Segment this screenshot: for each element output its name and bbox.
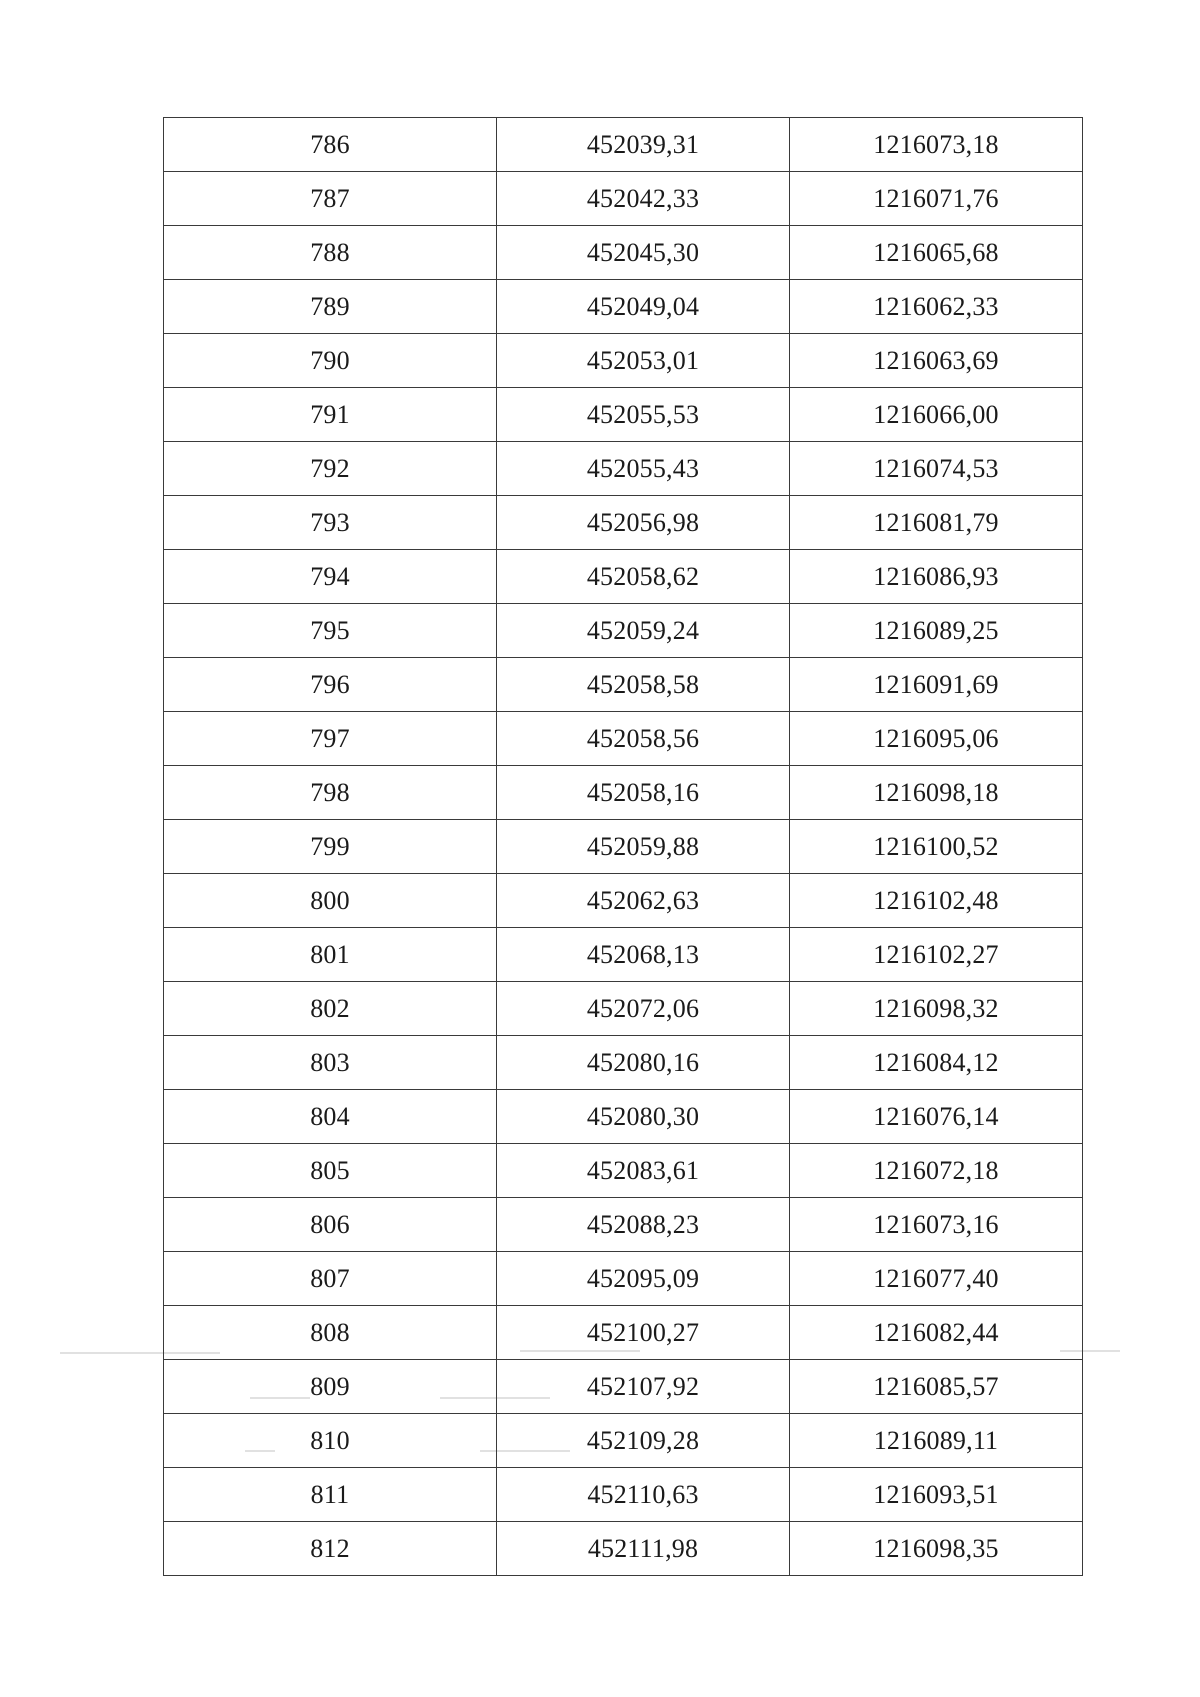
y-coordinate-cell: 1216098,18 [790, 766, 1083, 820]
point-number-cell: 811 [164, 1468, 497, 1522]
x-coordinate-cell: 452055,53 [497, 388, 790, 442]
x-coordinate-cell: 452059,24 [497, 604, 790, 658]
point-number-cell: 788 [164, 226, 497, 280]
x-coordinate-cell: 452083,61 [497, 1144, 790, 1198]
point-number-cell: 801 [164, 928, 497, 982]
point-number-cell: 786 [164, 118, 497, 172]
point-number-cell: 797 [164, 712, 497, 766]
point-number-cell: 789 [164, 280, 497, 334]
x-coordinate-cell: 452058,56 [497, 712, 790, 766]
point-number-cell: 791 [164, 388, 497, 442]
point-number-cell: 804 [164, 1090, 497, 1144]
point-number-cell: 808 [164, 1306, 497, 1360]
y-coordinate-cell: 1216065,68 [790, 226, 1083, 280]
x-coordinate-cell: 452110,63 [497, 1468, 790, 1522]
y-coordinate-cell: 1216102,48 [790, 874, 1083, 928]
y-coordinate-cell: 1216082,44 [790, 1306, 1083, 1360]
x-coordinate-cell: 452055,43 [497, 442, 790, 496]
point-number-cell: 805 [164, 1144, 497, 1198]
y-coordinate-cell: 1216084,12 [790, 1036, 1083, 1090]
point-number-cell: 790 [164, 334, 497, 388]
table-row [164, 226, 1083, 280]
x-coordinate-cell: 452042,33 [497, 172, 790, 226]
point-number-cell: 792 [164, 442, 497, 496]
x-coordinate-cell: 452045,30 [497, 226, 790, 280]
x-coordinate-cell: 452062,63 [497, 874, 790, 928]
table-row [164, 874, 1083, 928]
x-coordinate-cell: 452111,98 [497, 1522, 790, 1576]
y-coordinate-cell: 1216062,33 [790, 280, 1083, 334]
point-number-cell: 799 [164, 820, 497, 874]
y-coordinate-cell: 1216074,53 [790, 442, 1083, 496]
table-row [164, 118, 1083, 172]
x-coordinate-cell: 452088,23 [497, 1198, 790, 1252]
table-row [164, 1522, 1083, 1576]
table-row [164, 1090, 1083, 1144]
point-number-cell: 793 [164, 496, 497, 550]
table-row [164, 1198, 1083, 1252]
table-row [164, 334, 1083, 388]
x-coordinate-cell: 452100,27 [497, 1306, 790, 1360]
y-coordinate-cell: 1216076,14 [790, 1090, 1083, 1144]
x-coordinate-cell: 452095,09 [497, 1252, 790, 1306]
table-row [164, 1414, 1083, 1468]
x-coordinate-cell: 452068,13 [497, 928, 790, 982]
table-row [164, 820, 1083, 874]
x-coordinate-cell: 452058,62 [497, 550, 790, 604]
table-row [164, 712, 1083, 766]
y-coordinate-cell: 1216091,69 [790, 658, 1083, 712]
y-coordinate-cell: 1216098,32 [790, 982, 1083, 1036]
x-coordinate-cell: 452058,58 [497, 658, 790, 712]
y-coordinate-cell: 1216081,79 [790, 496, 1083, 550]
y-coordinate-cell: 1216066,00 [790, 388, 1083, 442]
x-coordinate-cell: 452059,88 [497, 820, 790, 874]
point-number-cell: 803 [164, 1036, 497, 1090]
point-number-cell: 798 [164, 766, 497, 820]
table-row [164, 1252, 1083, 1306]
y-coordinate-cell: 1216071,76 [790, 172, 1083, 226]
table-row [164, 658, 1083, 712]
y-coordinate-cell: 1216073,16 [790, 1198, 1083, 1252]
y-coordinate-cell: 1216063,69 [790, 334, 1083, 388]
y-coordinate-cell: 1216077,40 [790, 1252, 1083, 1306]
y-coordinate-cell: 1216098,35 [790, 1522, 1083, 1576]
point-number-cell: 809 [164, 1360, 497, 1414]
point-number-cell: 787 [164, 172, 497, 226]
y-coordinate-cell: 1216089,11 [790, 1414, 1083, 1468]
table-row [164, 766, 1083, 820]
table-row [164, 280, 1083, 334]
point-number-cell: 796 [164, 658, 497, 712]
x-coordinate-cell: 452039,31 [497, 118, 790, 172]
y-coordinate-cell: 1216100,52 [790, 820, 1083, 874]
table-row [164, 982, 1083, 1036]
x-coordinate-cell: 452109,28 [497, 1414, 790, 1468]
x-coordinate-cell: 452058,16 [497, 766, 790, 820]
x-coordinate-cell: 452080,30 [497, 1090, 790, 1144]
y-coordinate-cell: 1216072,18 [790, 1144, 1083, 1198]
table-row [164, 550, 1083, 604]
table-row [164, 1036, 1083, 1090]
x-coordinate-cell: 452053,01 [497, 334, 790, 388]
y-coordinate-cell: 1216102,27 [790, 928, 1083, 982]
y-coordinate-cell: 1216073,18 [790, 118, 1083, 172]
coordinates-table [163, 117, 1083, 1576]
x-coordinate-cell: 452107,92 [497, 1360, 790, 1414]
y-coordinate-cell: 1216085,57 [790, 1360, 1083, 1414]
table-row [164, 172, 1083, 226]
x-coordinate-cell: 452072,06 [497, 982, 790, 1036]
table-row [164, 496, 1083, 550]
point-number-cell: 806 [164, 1198, 497, 1252]
x-coordinate-cell: 452049,04 [497, 280, 790, 334]
point-number-cell: 812 [164, 1522, 497, 1576]
table-row [164, 1144, 1083, 1198]
point-number-cell: 795 [164, 604, 497, 658]
point-number-cell: 800 [164, 874, 497, 928]
point-number-cell: 810 [164, 1414, 497, 1468]
y-coordinate-cell: 1216095,06 [790, 712, 1083, 766]
table-row [164, 1360, 1083, 1414]
table-row [164, 1468, 1083, 1522]
point-number-cell: 807 [164, 1252, 497, 1306]
x-coordinate-cell: 452080,16 [497, 1036, 790, 1090]
table-row [164, 388, 1083, 442]
coordinates-table-body [164, 118, 1083, 1576]
table-row [164, 928, 1083, 982]
point-number-cell: 802 [164, 982, 497, 1036]
y-coordinate-cell: 1216093,51 [790, 1468, 1083, 1522]
x-coordinate-cell: 452056,98 [497, 496, 790, 550]
y-coordinate-cell: 1216089,25 [790, 604, 1083, 658]
table-row [164, 1306, 1083, 1360]
table-row [164, 604, 1083, 658]
table-row [164, 442, 1083, 496]
y-coordinate-cell: 1216086,93 [790, 550, 1083, 604]
point-number-cell: 794 [164, 550, 497, 604]
